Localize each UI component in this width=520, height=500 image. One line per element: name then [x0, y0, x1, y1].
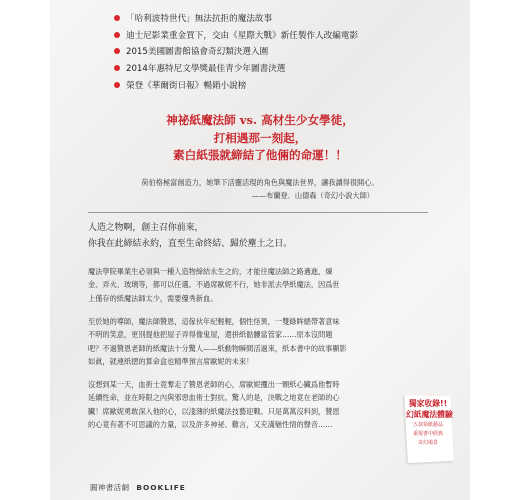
publisher-footer — [90, 482, 186, 493]
highlight-list — [114, 10, 358, 93]
bullet-dot-icon — [114, 65, 120, 71]
bullet-dot-icon — [114, 15, 120, 21]
synopsis-paragraph: 魔法學院畢業生必須與一種人造物締結永生之約，才能往魔法師之路邁進，煉 金、弄火、玻璃等，都可以任選。不過席歐妮不行，她非派去學紙魔法，因爲世 上僅存的紙魔法師太少，需要優秀新血。 — [88, 267, 340, 303]
highlight-item: 榮登《華爾街日報》暢銷小說榜 — [114, 76, 358, 93]
badge-text: 奇幻場景 — [417, 440, 438, 447]
incantation-line: 人造之物啊，創主召你前來， — [88, 223, 204, 233]
divider — [88, 212, 428, 213]
incantation — [88, 220, 292, 252]
bullet-dot-icon — [114, 32, 120, 38]
quote-author: ——布蘭登．山德森（奇幻小說大師） — [251, 191, 374, 200]
incantation-line: 你我在此締結永約，直至生命終結、歸於塵土之日。 — [88, 239, 293, 249]
badge-text: 重現書中經典 — [412, 431, 443, 438]
tagline-line: 打相遇那一刻起， — [213, 130, 307, 145]
bullet-dot-icon — [114, 82, 120, 88]
bullet-dot-icon — [114, 48, 120, 54]
back-cover — [50, 0, 470, 500]
quote-text: 荷伯格極富創造力，她筆下活靈活現的角色與魔法世界，讓我讀得很開心。 — [141, 178, 379, 187]
badge-title: 獨家收錄!! — [408, 399, 448, 408]
bonus-badge — [406, 398, 453, 448]
synopsis-paragraph: 沒想到某一天，血術士竟奪走了贊恩老師的心，席歐妮攫出一顆紙心臟爲他暫時 延續性命，並在時限之內與邪惡血術士對抗。驚人的是，決戰之地竟在老師的心 臟！席歐妮勇敢深入他的心，以淺薄的紙魔法技藝迎戰。只是萬萬沒料到，贊恩 的心竟有著不可思議的力量，以及許多神祕、難言，又充滿魅性情的聲音…… — [88, 380, 340, 429]
tagline-line: 神祕紙魔法師 vs. 高材生少女學徒， — [166, 113, 354, 127]
highlight-item: 「哈利波特世代」無法抗拒的魔法故事 — [114, 10, 358, 27]
publisher-brand: BOOKLIFE — [136, 483, 186, 492]
highlight-item: 迪士尼影業重金買下，交由《星際大戰》新任製作人改編電影 — [114, 27, 358, 44]
badge-title: 幻紙魔法體驗 — [406, 410, 453, 419]
synopsis-paragraph: 至於她的導師，魔法師贊恩，這傢伙年紀輕輕，個性怪異，一雙綠眸總帶著意味 不明的笑意，更別提他把屋子弄得像鬼屋，還拼紙骷髏當管家……原本沒問題 吧？不過贊恩老師的紙魔法十分驚人——紙動物瞬間活過來，紙本書中的故事顯影 如眞，就連紙摺的算命盒也精準預言席歐妮的未來！ — [88, 317, 347, 366]
publisher-name: 圓神書活網 — [90, 483, 130, 492]
highlight-item: 2015美國圖書館協會奇幻類決選入圍 — [114, 43, 358, 60]
tagline-line: 素白紙張就締結了他倆的命運！！ — [173, 148, 347, 162]
tagline — [50, 112, 470, 165]
badge-text: 五款領紙藝品 — [412, 422, 443, 428]
highlight-item: 2014年惠特尼文學獎最佳青少年圖書決選 — [114, 60, 358, 77]
endorsement-quote — [50, 177, 470, 200]
